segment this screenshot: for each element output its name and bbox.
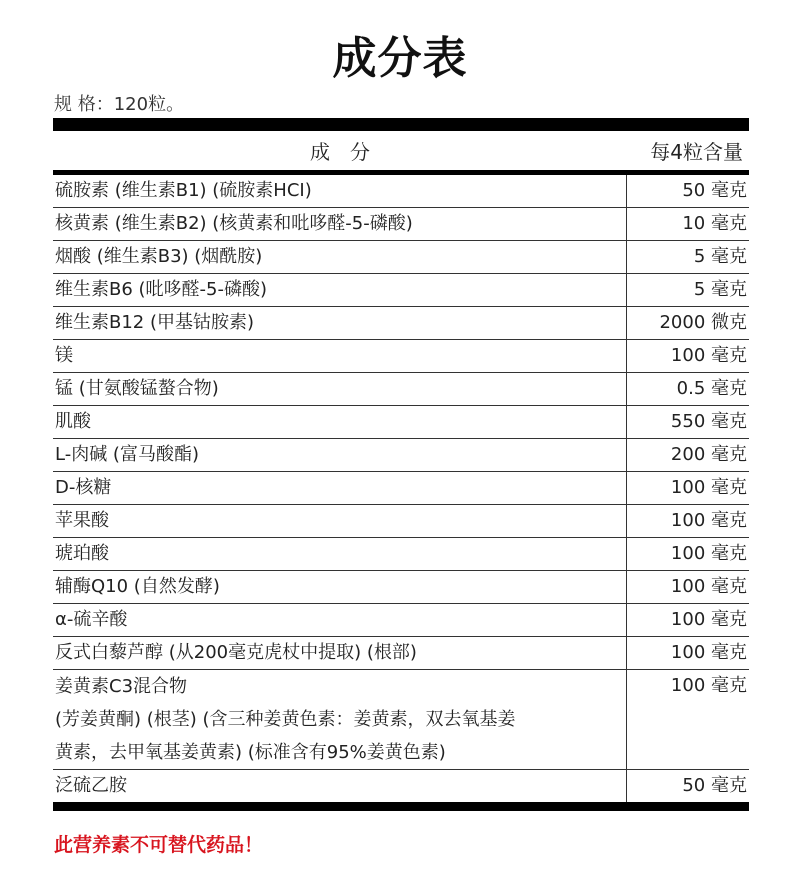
amount-cell: 50 毫克 (682, 775, 747, 796)
table-row (53, 505, 749, 538)
ingredient-cell (53, 670, 627, 769)
table-row (53, 439, 749, 472)
table-row (53, 472, 749, 505)
curcumin-line-1: 姜黄素C3混合物 (55, 676, 188, 697)
ingredient-cell: 维生素B6 (吡哆醛-5-磷酸) (53, 274, 627, 306)
table-row (53, 175, 749, 208)
amount-cell: 50 毫克 (682, 180, 747, 201)
header-amount: 每4粒含量 (650, 140, 743, 164)
header-ingredient: 成 分 (310, 140, 370, 164)
amount-cell: 100 毫克 (670, 675, 747, 696)
amount-cell: 100 毫克 (670, 609, 747, 630)
ingredient-cell: 肌酸 (53, 406, 627, 438)
ingredient-cell: 琥珀酸 (53, 538, 627, 570)
ingredient-cell: 硫胺素 (维生素B1) (硫胺素HCI) (53, 175, 627, 207)
ingredient-cell: 维生素B12 (甲基钴胺素) (53, 307, 627, 339)
table-row (53, 340, 749, 373)
ingredient-cell: 泛硫乙胺 (53, 770, 627, 802)
ingredient-cell: L-肉碱 (富马酸酯) (53, 439, 627, 471)
spec-text: 规 格：120粒。 (54, 94, 185, 115)
amount-cell: 5 毫克 (693, 279, 747, 300)
amount-cell: 100 毫克 (670, 510, 747, 531)
amount-cell: 550 毫克 (670, 411, 747, 432)
table-row (53, 538, 749, 571)
table-row (53, 637, 749, 670)
amount-cell: 100 毫克 (670, 543, 747, 564)
ingredient-cell: 苹果酸 (53, 505, 627, 537)
warning-text: 此营养素不可替代药品！ (54, 834, 264, 856)
amount-cell: 100 毫克 (670, 477, 747, 498)
ingredient-cell: 辅酶Q10 (自然发酵) (53, 571, 627, 603)
page-title: 成分表 (332, 33, 468, 84)
curcumin-line-2: (芳姜黄酮) (根茎) (含三种姜黄色素：姜黄素，双去氧基姜 (55, 709, 516, 730)
table-row-curcumin (53, 670, 749, 770)
amount-cell: 10 毫克 (682, 213, 747, 234)
table-row (53, 373, 749, 406)
amount-cell: 0.5 毫克 (676, 378, 747, 399)
table-bottom-rule (53, 802, 749, 811)
ingredient-cell: 烟酸 (维生素B3) (烟酰胺) (53, 241, 627, 273)
table-top-rule (53, 118, 749, 131)
table-row (53, 208, 749, 241)
table-row (53, 307, 749, 340)
ingredient-cell: 核黄素 (维生素B2) (核黄素和吡哆醛-5-磷酸) (53, 208, 627, 240)
ingredient-cell: α-硫辛酸 (53, 604, 627, 636)
table-row (53, 604, 749, 637)
table-row-last (53, 770, 749, 802)
table-row (53, 571, 749, 604)
amount-cell: 2000 微克 (659, 312, 747, 333)
table-body (53, 175, 749, 670)
ingredient-cell: 反式白藜芦醇 (从200毫克虎杖中提取) (根部) (53, 637, 627, 669)
ingredient-cell: D-核糖 (53, 472, 627, 504)
table-row (53, 274, 749, 307)
amount-cell: 100 毫克 (670, 642, 747, 663)
amount-cell: 200 毫克 (670, 444, 747, 465)
table-row (53, 406, 749, 439)
table-row (53, 241, 749, 274)
ingredient-cell: 锰 (甘氨酸锰螯合物) (53, 373, 627, 405)
ingredient-cell: 镁 (53, 340, 627, 372)
amount-cell: 5 毫克 (693, 246, 747, 267)
amount-cell: 100 毫克 (670, 345, 747, 366)
table-header (53, 131, 749, 170)
curcumin-line-3: 黄素，去甲氧基姜黄素) (标准含有95%姜黄色素) (55, 742, 446, 763)
ingredient-table (53, 118, 749, 811)
amount-cell: 100 毫克 (670, 576, 747, 597)
